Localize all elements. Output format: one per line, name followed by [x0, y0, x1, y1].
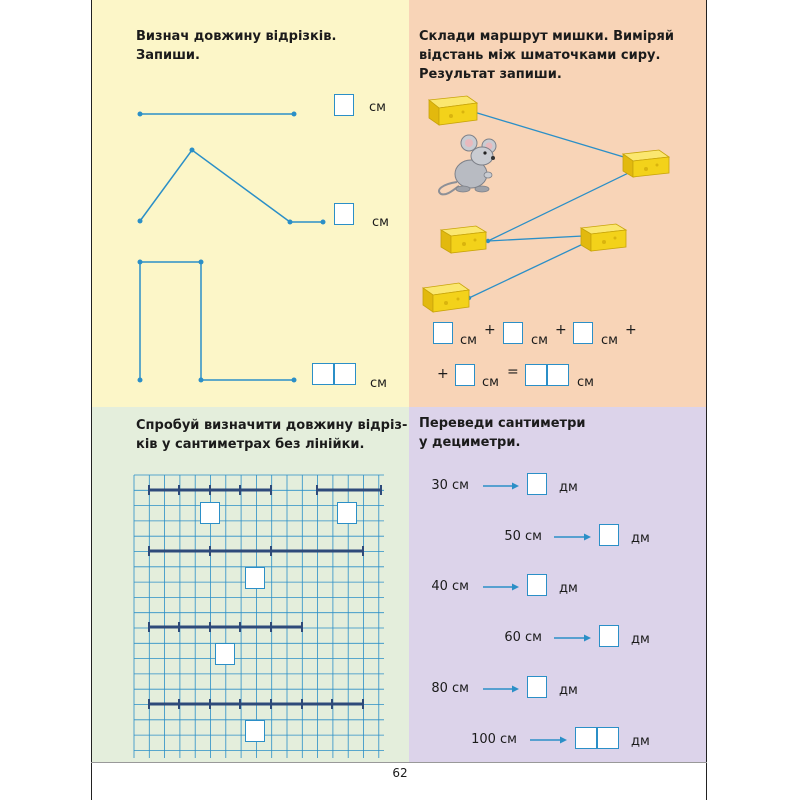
plus-sign: +: [484, 322, 496, 338]
plus-sign: +: [437, 366, 449, 382]
plus-sign: +: [555, 322, 567, 338]
dm-unit-label: дм: [631, 734, 650, 749]
dm-unit-label: дм: [631, 531, 650, 546]
plus-sign: +: [625, 322, 637, 338]
section1-title: Визнач довжину відрізків. Запиши.: [136, 29, 337, 63]
unit-label: см: [531, 333, 548, 348]
dm-unit-label: дм: [631, 632, 650, 647]
cm-value: 50 см: [504, 529, 542, 544]
equals-sign: =: [507, 364, 519, 380]
cm-value: 80 см: [431, 681, 469, 696]
dm-answer-box[interactable]: [575, 727, 619, 749]
workbook-page: [91, 0, 707, 800]
arrow-icon: [91, 0, 707, 800]
page-number: 62: [392, 766, 408, 780]
cm-value: 30 см: [431, 478, 469, 493]
cm-value: 40 см: [431, 579, 469, 594]
section3-title: Спробуй визначити довжину відріз- ків у сантиметрах без лінійки.: [136, 418, 408, 452]
unit-label: см: [370, 376, 387, 391]
unit-label: см: [369, 100, 386, 115]
cm-value: 100 см: [471, 732, 517, 747]
unit-label: см: [482, 375, 499, 390]
unit-label: см: [577, 375, 594, 390]
cm-value: 60 см: [504, 630, 542, 645]
section4-title: Переведи сантиметри у дециметри.: [419, 416, 586, 450]
unit-label: см: [460, 333, 477, 348]
dm-unit-label: дм: [559, 581, 578, 596]
unit-label: см: [372, 215, 389, 230]
unit-label: см: [601, 333, 618, 348]
dm-unit-label: дм: [559, 683, 578, 698]
dm-unit-label: дм: [559, 480, 578, 495]
section2-title: Склади маршрут мишки. Виміряй відстань між шматочками сиру. Результат запиши.: [419, 29, 674, 82]
